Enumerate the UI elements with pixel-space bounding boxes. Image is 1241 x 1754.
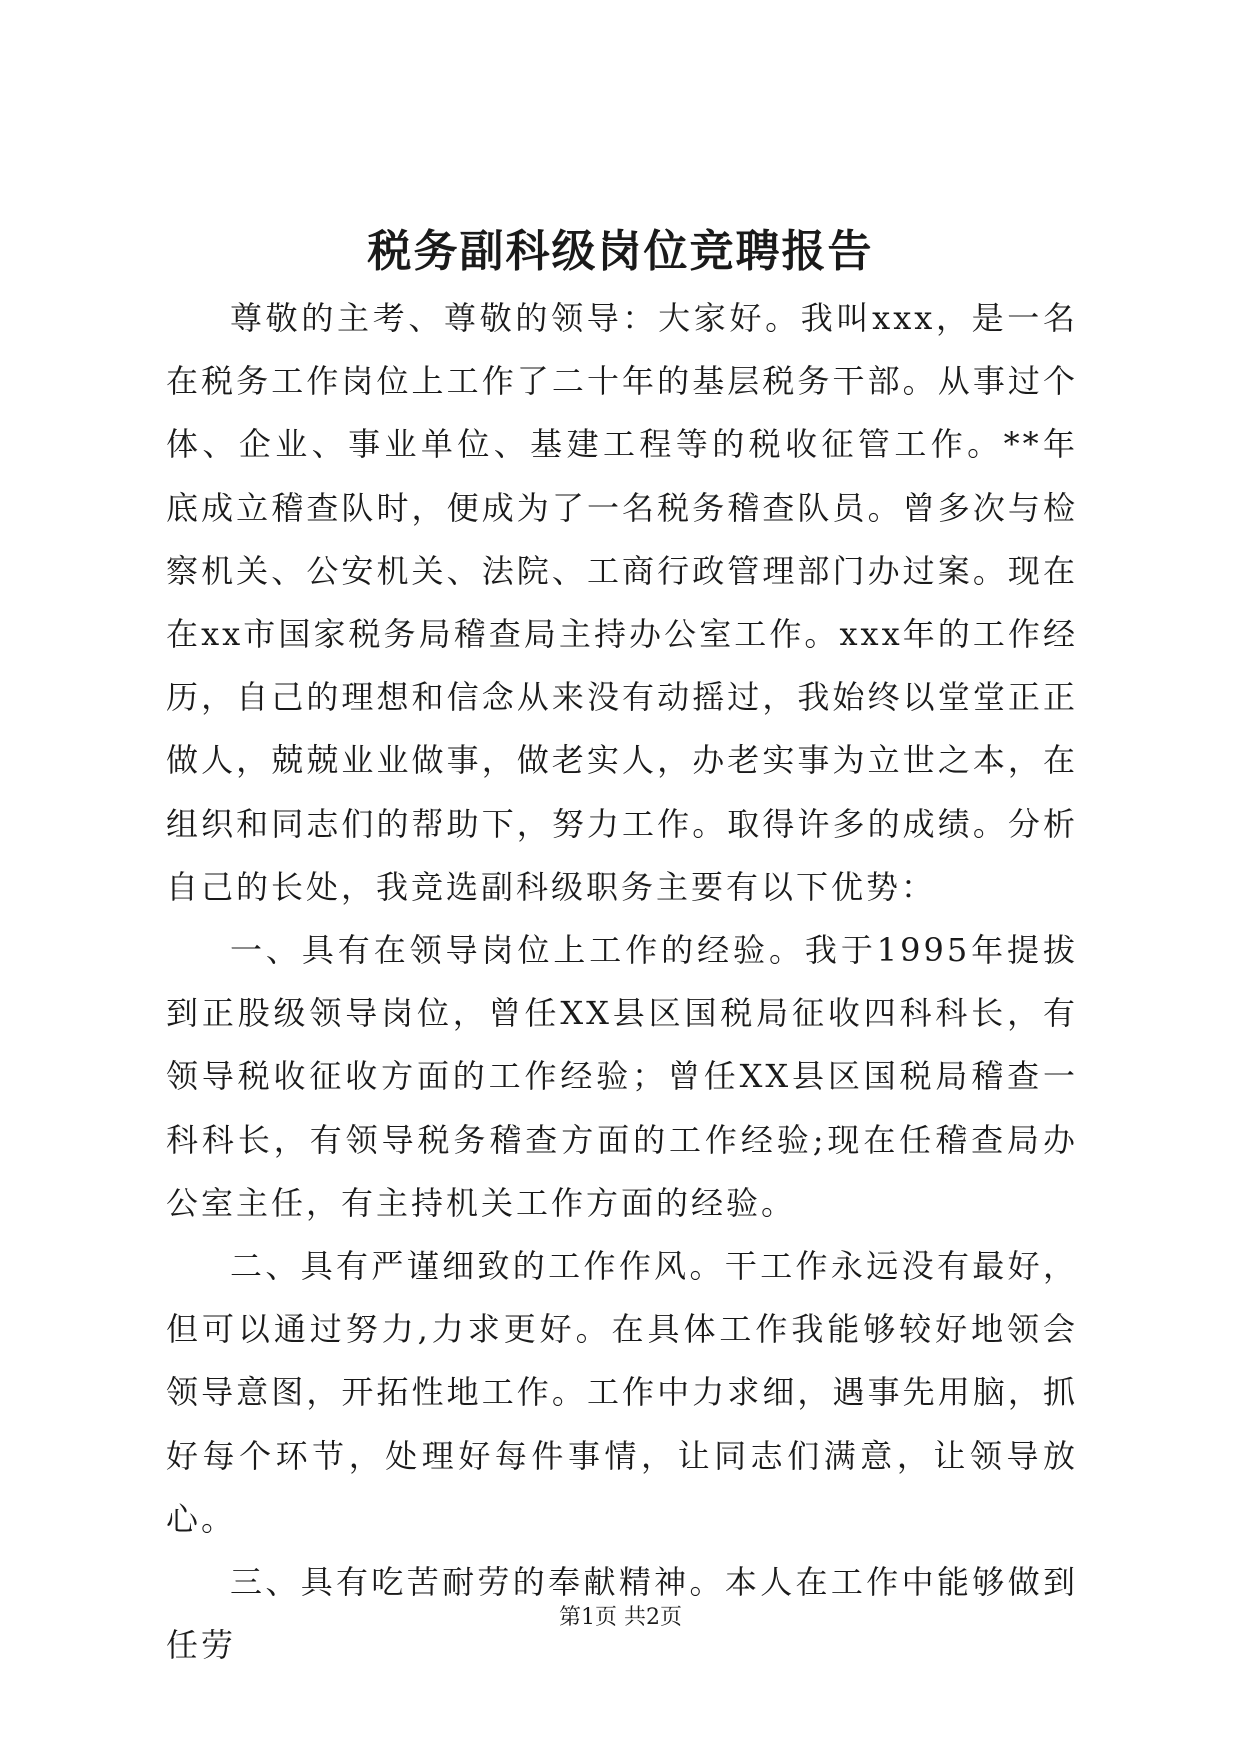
- document-body: [166, 287, 1078, 1677]
- page-number-footer: 第1页 共2页: [559, 1605, 682, 1630]
- paragraph-work-style: 二、具有严谨细致的工作作风。干工作永远没有最好，但可以通过努力,力求更好。在具体工作我能够较好地领会领导意图，开拓性地工作。工作中力求细，遇事先用脑，抓好每个环节，处理好每件事情，让同志们满意，让领导放心。: [166, 1247, 1078, 1538]
- paragraph-dedication: 三、具有吃苦耐劳的奉献精神。本人在工作中能够做到任劳: [166, 1563, 1078, 1665]
- paragraph-experience: 一、具有在领导岗位上工作的经验。我于1995年提拔到正股级领导岗位，曾任XX县区国税局征收四科科长，有领导税收征收方面的工作经验；曾任XX县区国税局稽查一科科长，有领导税务稽查方面的工作经验;现在任稽查局办公室主任，有主持机关工作方面的经验。: [166, 931, 1078, 1222]
- document-title: 税务副科级岗位竞聘报告: [367, 226, 874, 277]
- paragraph-intro: 尊敬的主考、尊敬的领导：大家好。我叫xxx，是一名在税务工作岗位上工作了二十年的基层税务干部。从事过个体、企业、事业单位、基建工程等的税收征管工作。**年底成立稽查队时，便成为了一名税务稽查队员。曾多次与检察机关、公安机关、法院、工商行政管理部门办过案。现在在xx市国家税务局稽查局主持办公室工作。xxx年的工作经历，自己的理想和信念从来没有动摇过，我始终以堂堂正正做人，兢兢业业做事，做老实人，办老实事为立世之本，在组织和同志们的帮助下，努力工作。取得许多的成绩。分析自己的长处，我竞选副科级职务主要有以下优势：: [166, 299, 1078, 906]
